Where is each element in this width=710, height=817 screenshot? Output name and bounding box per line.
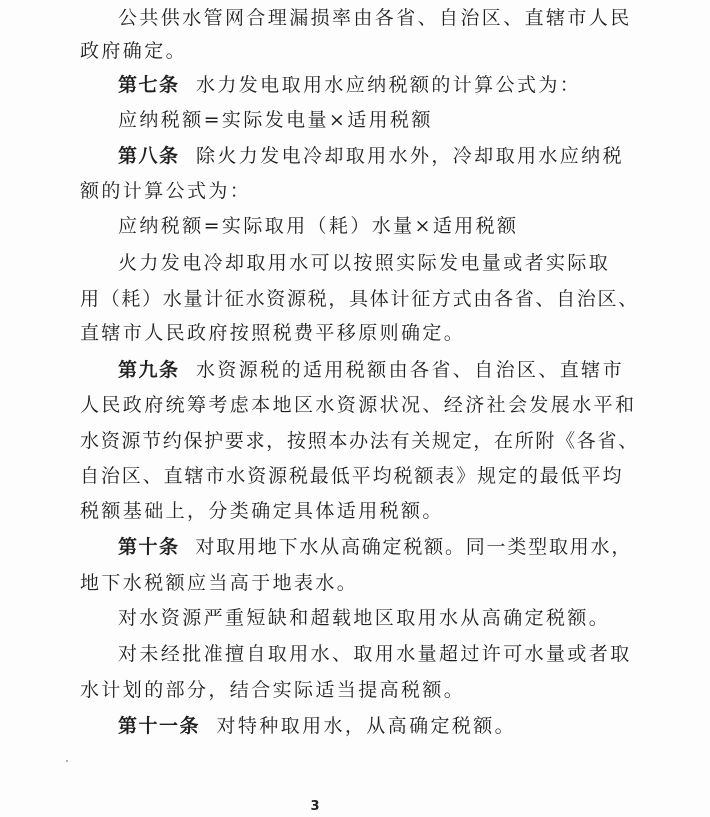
line-12 bbox=[80, 392, 636, 418]
article-number: 第九条 bbox=[118, 359, 180, 381]
line-text: 公共供水管网合理漏损率由各省、自治区、直辖市人民 bbox=[118, 7, 632, 29]
article-10-heading-line bbox=[118, 534, 632, 560]
line-15 bbox=[80, 498, 444, 524]
line-8 bbox=[118, 250, 610, 276]
line-10 bbox=[80, 320, 465, 346]
line-text: 应纳税额=实际取用（耗）水量×适用税额 bbox=[118, 215, 519, 237]
article-number: 第十一条 bbox=[118, 715, 201, 737]
line-text: 除火力发电冷却取用水外，冷却取用水应纳税 bbox=[195, 145, 624, 167]
article-number: 第八条 bbox=[118, 145, 180, 167]
line-text: 对水资源严重短缺和超载地区取用水从高确定税额。 bbox=[118, 607, 611, 629]
line-2 bbox=[80, 38, 187, 64]
formula-hydropower bbox=[118, 107, 433, 133]
line-text: 火力发电冷却取用水可以按照实际发电量或者实际取 bbox=[118, 252, 611, 274]
line-20 bbox=[80, 677, 465, 703]
page-number: 3 bbox=[310, 799, 320, 814]
line-text: 政府确定。 bbox=[80, 40, 188, 62]
line-text: 自治区、直辖市水资源税最低平均税额表》规定的最低平均 bbox=[80, 465, 624, 487]
article-number: 第十条 bbox=[118, 536, 180, 558]
line-6 bbox=[80, 178, 251, 204]
line-text: 水力发电取用水应纳税额的计算公式为： bbox=[195, 74, 582, 96]
line-text: 税额基础上，分类确定具体适用税额。 bbox=[80, 500, 444, 522]
article-8-heading-line bbox=[118, 143, 624, 169]
line-text: 水计划的部分，结合实际适当提高税额。 bbox=[80, 679, 466, 701]
line-19 bbox=[118, 641, 632, 667]
article-11-heading-line bbox=[118, 713, 516, 739]
line-text: 地下水税额应当高于地表水。 bbox=[80, 572, 359, 594]
line-9 bbox=[80, 286, 639, 312]
formula-cooling bbox=[118, 213, 518, 239]
line-text: 应纳税额=实际发电量×适用税额 bbox=[118, 109, 433, 131]
scan-speck bbox=[66, 760, 68, 762]
line-1 bbox=[118, 5, 632, 31]
line-text: 对特种取用水，从高确定税额。 bbox=[216, 715, 517, 737]
line-text: 额的计算公式为： bbox=[80, 180, 252, 202]
line-text: 水资源节约保护要求，按照本办法有关规定，在所附《各省、 bbox=[80, 430, 639, 452]
line-text: 对取用地下水从高确定税额。同一类型取用水， bbox=[195, 536, 633, 558]
line-text: 人民政府统筹考虑本地区水资源状况、经济社会发展水平和 bbox=[80, 394, 637, 416]
line-text: 水资源税的适用税额由各省、自治区、直辖市 bbox=[195, 359, 624, 381]
line-13 bbox=[80, 428, 639, 454]
article-9-heading-line bbox=[118, 357, 624, 383]
line-text: 直辖市人民政府按照税费平移原则确定。 bbox=[80, 322, 466, 344]
article-number: 第七条 bbox=[118, 74, 180, 96]
line-14 bbox=[80, 463, 623, 489]
line-text: 用（耗）水量计征水资源税，具体计征方式由各省、自治区、 bbox=[80, 288, 639, 310]
article-7-heading-line bbox=[118, 72, 581, 98]
line-text: 对未经批准擅自取用水、取用水量超过许可水量或者取 bbox=[118, 643, 632, 665]
line-17 bbox=[80, 570, 358, 596]
line-18 bbox=[118, 605, 610, 631]
